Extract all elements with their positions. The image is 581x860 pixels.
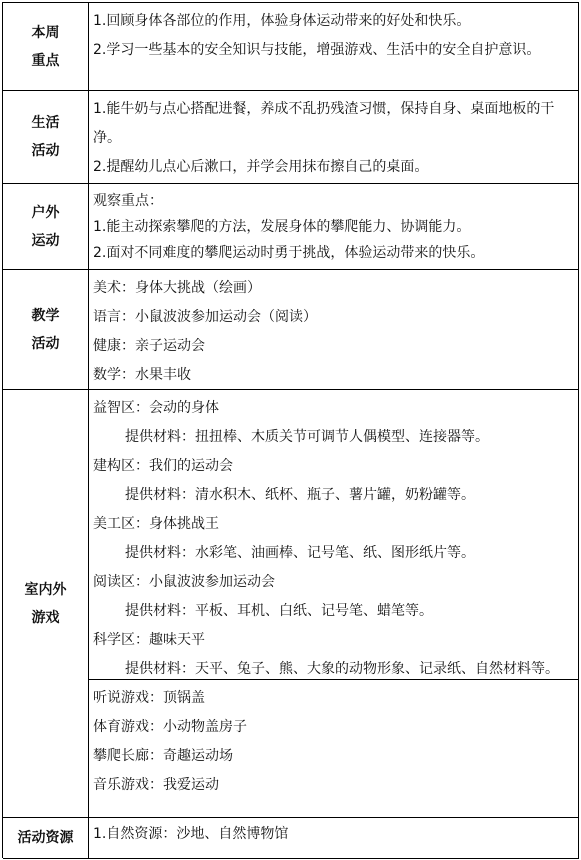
- area-title: 美工区：身体挑战王: [93, 516, 219, 532]
- teaching-item: 美术：身体大挑战（绘画）: [93, 280, 261, 296]
- outdoor-intro: 观察重点：: [93, 193, 163, 209]
- outdoor-content: [89, 184, 579, 270]
- outdoor-item: 1.能主动探索攀爬的方法，发展身体的攀爬能力、协调能力。: [93, 219, 471, 235]
- area-materials: 提供材料：扭扭棒、木质关节可调节人偶模型、连接器等。: [125, 429, 489, 445]
- outdoor-header-line2: 运动: [31, 232, 60, 249]
- resources-header-label: 活动资源: [17, 830, 74, 846]
- focus-item: 2.学习一些基本的安全知识与技能，增强游戏、生活中的安全自护意识。: [93, 42, 541, 58]
- outdoor-item: 2.面对不同难度的攀爬运动时勇于挑战，体验运动带来的快乐。: [93, 245, 485, 261]
- outdoor-header-line1: 户外: [31, 204, 60, 221]
- outdoor-header: [3, 184, 89, 270]
- life-item: 1.能牛奶与点心搭配进餐，养成不乱扔残渣习惯，保持自身、桌面地板的干净。: [93, 101, 555, 146]
- focus-content: [89, 3, 579, 91]
- area-title: 益智区：会动的身体: [93, 400, 219, 416]
- teaching-header: [3, 270, 89, 390]
- focus-item: 1.回顾身体各部位的作用，体验身体运动带来的好处和快乐。: [93, 13, 471, 29]
- games-areas-content: [89, 390, 579, 680]
- resources-header: [3, 818, 89, 859]
- life-header-line1: 生活: [31, 115, 60, 131]
- resources-content: [89, 818, 579, 859]
- area-materials: 提供材料：水彩笔、油画棒、记号笔、纸、图形纸片等。: [125, 545, 475, 561]
- outdoor-game-item: 体育游戏：小动物盖房子: [93, 719, 247, 735]
- games-header: [3, 390, 89, 818]
- focus-header-line1: 本周: [31, 24, 60, 41]
- life-header-line2: 活动: [31, 143, 60, 159]
- games-outdoor-content: [89, 680, 579, 818]
- area-title: 科学区：趣味天平: [93, 632, 205, 648]
- teaching-item: 语言：小鼠波波参加运动会（阅读）: [93, 309, 317, 325]
- resources-item: 1.自然资源：沙地、自然博物馆: [93, 826, 289, 842]
- games-header-line1: 室内外: [24, 581, 67, 598]
- outdoor-game-item: 攀爬长廊：奇趣运动场: [93, 748, 233, 764]
- area-materials: 提供材料：清水积木、纸杯、瓶子、薯片罐，奶粉罐等。: [125, 487, 475, 503]
- outdoor-game-item: 听说游戏：顶锅盖: [93, 690, 205, 706]
- area-materials: 提供材料：平板、耳机、白纸、记号笔、蜡笔等。: [125, 603, 433, 619]
- teaching-item: 健康：亲子运动会: [93, 338, 205, 354]
- teaching-header-line2: 活动: [31, 335, 60, 352]
- weekly-plan-table: [2, 2, 579, 858]
- focus-header-line2: 重点: [31, 52, 60, 69]
- area-title: 建构区：我们的运动会: [93, 458, 233, 474]
- teaching-item: 数学：水果丰收: [93, 367, 191, 383]
- area-materials: 提供材料：天平、兔子、熊、大象的动物形象、记录纸、自然材料等。: [125, 661, 559, 677]
- teaching-header-line1: 教学: [31, 307, 60, 324]
- games-header-line2: 游戏: [31, 609, 60, 626]
- outdoor-game-item: 音乐游戏：我爱运动: [93, 777, 219, 793]
- area-title: 阅读区：小鼠波波参加运动会: [93, 574, 275, 590]
- life-header: [3, 91, 89, 184]
- focus-header: [3, 3, 89, 91]
- life-item: 2.提醒幼儿点心后漱口，并学会用抹布擦自己的桌面。: [93, 159, 429, 175]
- life-content: [89, 91, 579, 184]
- teaching-content: [89, 270, 579, 390]
